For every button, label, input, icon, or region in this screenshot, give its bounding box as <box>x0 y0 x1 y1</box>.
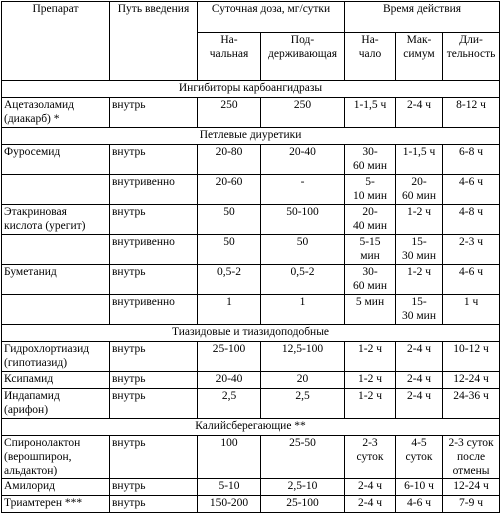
text-line: Этакриновая <box>4 206 67 218</box>
text-line: 12-24 ч <box>453 480 489 492</box>
initial-dose: 20-60 <box>198 175 261 205</box>
text-line: 1-2 ч <box>358 390 383 402</box>
maintenance-dose: 50 <box>261 235 345 265</box>
drug-name <box>2 235 110 265</box>
text-line: 2-3 ч <box>459 236 484 248</box>
route: внутрь <box>110 479 198 496</box>
text-line: 4-6 ч <box>459 176 484 188</box>
route: внутрь <box>110 389 198 419</box>
text-line: 7-9 ч <box>459 497 484 509</box>
initial-dose: 20-80 <box>198 145 261 175</box>
text-line: 60 мин <box>353 280 387 292</box>
route: внутрь <box>110 496 198 513</box>
text-line: Ксипамид <box>4 373 54 385</box>
text-line: 12-24 ч <box>453 373 489 385</box>
group-heading: Тиазидовые и тиазидоподобные <box>2 325 500 342</box>
maintenance-dose: 25-50 <box>261 436 345 479</box>
text-line: 1-2 ч <box>358 343 383 355</box>
text-line: 30- <box>362 146 378 158</box>
group-row <box>2 81 500 98</box>
text-line: 6-8 ч <box>459 146 484 158</box>
group-row <box>2 325 500 342</box>
text-line: 2-4 ч <box>358 497 383 509</box>
onset-time <box>345 235 396 265</box>
route: внутрь <box>110 145 198 175</box>
route: внутривенно <box>110 295 198 325</box>
text-line: 10 мин <box>353 190 387 202</box>
initial-dose: 20-40 <box>198 372 261 389</box>
text-line: 1-2 ч <box>407 206 432 218</box>
text-line: 60 мин <box>353 160 387 172</box>
text-line: альдактон) <box>4 465 58 477</box>
maintenance-dose: 12,5-100 <box>261 342 345 372</box>
group-row <box>2 128 500 145</box>
onset-time <box>345 98 396 128</box>
onset-time <box>345 479 396 496</box>
text-line: 30 мин <box>402 310 436 322</box>
max-time <box>396 342 443 372</box>
text-line: Под- <box>290 34 315 46</box>
initial-dose: 250 <box>198 98 261 128</box>
initial-dose: 100 <box>198 436 261 479</box>
text-line: 1-2 ч <box>358 373 383 385</box>
maintenance-dose: 20-40 <box>261 145 345 175</box>
initial-dose: 5-10 <box>198 479 261 496</box>
text-line: 20- <box>362 206 378 218</box>
drug-name <box>2 175 110 205</box>
text-line: чало <box>358 48 382 60</box>
text-line: 2-4 ч <box>407 390 432 402</box>
text-line: Буметанид <box>4 266 57 278</box>
drug-name <box>2 265 110 295</box>
text-line: 4-6 ч <box>407 497 432 509</box>
max-time <box>396 496 443 513</box>
drug-name <box>2 436 110 479</box>
text-line: 5- <box>365 176 375 188</box>
maintenance-dose: 0,5-2 <box>261 265 345 295</box>
onset-time <box>345 342 396 372</box>
table-row <box>2 265 500 295</box>
duration-time <box>443 372 500 389</box>
text-line: 15- <box>411 296 427 308</box>
max-time <box>396 98 443 128</box>
route: внутривенно <box>110 235 198 265</box>
duration-time <box>443 235 500 265</box>
max-time <box>396 205 443 235</box>
drug-name <box>2 98 110 128</box>
max-time <box>396 372 443 389</box>
text-line: (гипотиазид) <box>4 357 68 369</box>
onset-time <box>345 145 396 175</box>
initial-dose: 0,5-2 <box>198 265 261 295</box>
text-line: Ацетазоламид <box>4 99 75 111</box>
onset-time <box>345 372 396 389</box>
header-onset <box>345 33 396 81</box>
text-line: 2-3 <box>362 437 378 449</box>
drug-name <box>2 342 110 372</box>
drug-name <box>2 389 110 419</box>
duration-time <box>443 205 500 235</box>
text-line: симум <box>403 48 435 60</box>
maintenance-dose: 1 <box>261 295 345 325</box>
drug-name <box>2 295 110 325</box>
table-row <box>2 479 500 496</box>
text-line: 6-10 ч <box>404 480 434 492</box>
text-line: мин <box>360 250 380 262</box>
text-line <box>4 175 107 189</box>
group-heading: Петлевые диуретики <box>2 128 500 145</box>
header-duration <box>443 33 500 81</box>
table-row <box>2 372 500 389</box>
table-row <box>2 175 500 205</box>
text-line <box>4 235 107 249</box>
text-line: 2-4 ч <box>407 373 432 385</box>
max-time <box>396 175 443 205</box>
maintenance-dose: 2,5-10 <box>261 479 345 496</box>
onset-time <box>345 265 396 295</box>
text-line <box>4 295 107 309</box>
text-line: (арифон) <box>4 404 49 416</box>
text-line: 15- <box>411 236 427 248</box>
initial-dose: 1 <box>198 295 261 325</box>
table-body <box>2 81 500 513</box>
header-initial-dose <box>198 33 261 81</box>
maintenance-dose: 20 <box>261 372 345 389</box>
text-line: 5 мин <box>355 296 385 308</box>
text-line: 2-3 суток <box>448 437 494 449</box>
duration-time <box>443 145 500 175</box>
text-line: Триамтерен *** <box>4 497 83 509</box>
text-line: Гидрохлортиазид <box>4 343 90 355</box>
maintenance-dose: - <box>261 175 345 205</box>
maintenance-dose: 25-100 <box>261 496 345 513</box>
max-time <box>396 145 443 175</box>
drug-name <box>2 372 110 389</box>
text-line: отмены <box>452 465 490 477</box>
max-time <box>396 235 443 265</box>
text-line: 1-1,5 ч <box>402 146 436 158</box>
route: внутрь <box>110 372 198 389</box>
maintenance-dose: 250 <box>261 98 345 128</box>
text-line: (диакарб) * <box>4 113 60 125</box>
text-line: чальная <box>209 48 249 60</box>
text-line: На- <box>361 34 379 46</box>
table-row <box>2 389 500 419</box>
onset-time <box>345 175 396 205</box>
maintenance-dose: 2,5 <box>261 389 345 419</box>
text-line: кислота (урегит) <box>4 220 86 232</box>
text-line: 4-5 <box>411 437 427 449</box>
header-action-time: Время действия <box>345 2 500 33</box>
onset-time <box>345 295 396 325</box>
route: внутрь <box>110 205 198 235</box>
text-line: 2-4 ч <box>407 343 432 355</box>
table-row <box>2 342 500 372</box>
text-line: 2-4 ч <box>407 99 432 111</box>
initial-dose: 150-200 <box>198 496 261 513</box>
text-line: 30- <box>362 266 378 278</box>
text-line: 40 мин <box>353 220 387 232</box>
max-time <box>396 479 443 496</box>
route: внутрь <box>110 265 198 295</box>
onset-time <box>345 389 396 419</box>
duration-time <box>443 496 500 513</box>
text-line: суток <box>405 451 433 463</box>
text-line: Спиронолактон <box>4 437 81 449</box>
route: внутрь <box>110 436 198 479</box>
text-line: (верошпирон, <box>4 451 72 463</box>
max-time <box>396 389 443 419</box>
onset-time <box>345 436 396 479</box>
table-row <box>2 205 500 235</box>
duration-time <box>443 98 500 128</box>
text-line: Амилорид <box>4 480 55 492</box>
onset-time <box>345 205 396 235</box>
text-line: суток <box>356 451 384 463</box>
header-route: Путь введения <box>110 2 198 81</box>
text-line: 4-6 ч <box>459 266 484 278</box>
text-line: Фуросемид <box>4 146 61 158</box>
text-line: 20- <box>411 176 427 188</box>
duration-time <box>443 265 500 295</box>
table-row <box>2 496 500 513</box>
header-drug: Препарат <box>2 2 110 81</box>
max-time <box>396 436 443 479</box>
drug-name <box>2 496 110 513</box>
text-line: 2-4 ч <box>358 480 383 492</box>
header-maintenance-dose <box>261 33 345 81</box>
drug-name <box>2 145 110 175</box>
text-line: 8-12 ч <box>456 99 486 111</box>
drug-name <box>2 479 110 496</box>
text-line: тельность <box>446 48 496 60</box>
duration-time <box>443 295 500 325</box>
text-line: 4-8 ч <box>459 206 484 218</box>
route: внутрь <box>110 98 198 128</box>
table-row <box>2 235 500 265</box>
group-heading: Ингибиторы карбоангидразы <box>2 81 500 98</box>
initial-dose: 50 <box>198 205 261 235</box>
header-maximum <box>396 33 443 81</box>
max-time <box>396 265 443 295</box>
duration-time <box>443 479 500 496</box>
text-line: 24-36 ч <box>453 390 489 402</box>
text-line: Индапамид <box>4 390 60 402</box>
text-line: Дли- <box>459 34 483 46</box>
text-line: 1-1,5 ч <box>353 99 387 111</box>
route: внутривенно <box>110 175 198 205</box>
duration-time <box>443 342 500 372</box>
group-heading: Калийсберегающие ** <box>2 419 500 436</box>
text-line: 5-15 <box>359 236 381 248</box>
initial-dose: 2,5 <box>198 389 261 419</box>
duration-time <box>443 175 500 205</box>
diuretics-table <box>1 1 500 513</box>
table-row <box>2 145 500 175</box>
duration-time <box>443 389 500 419</box>
text-line: 1-2 ч <box>407 266 432 278</box>
table-row <box>2 295 500 325</box>
text-line: 60 мин <box>402 190 436 202</box>
maintenance-dose: 50-100 <box>261 205 345 235</box>
table-row <box>2 98 500 128</box>
initial-dose: 25-100 <box>198 342 261 372</box>
max-time <box>396 295 443 325</box>
table-row <box>2 436 500 479</box>
text-line: Мак- <box>406 34 432 46</box>
text-line: 10-12 ч <box>453 343 489 355</box>
group-row <box>2 419 500 436</box>
text-line: 1 ч <box>463 296 479 308</box>
text-line: 30 мин <box>402 250 436 262</box>
text-line: после <box>456 451 486 463</box>
text-line: держивающая <box>267 48 338 60</box>
header-daily-dose: Суточная доза, мг/сутки <box>198 2 345 33</box>
route: внутрь <box>110 342 198 372</box>
onset-time <box>345 496 396 513</box>
text-line: На- <box>220 34 238 46</box>
initial-dose: 50 <box>198 235 261 265</box>
drug-name <box>2 205 110 235</box>
duration-time <box>443 436 500 479</box>
